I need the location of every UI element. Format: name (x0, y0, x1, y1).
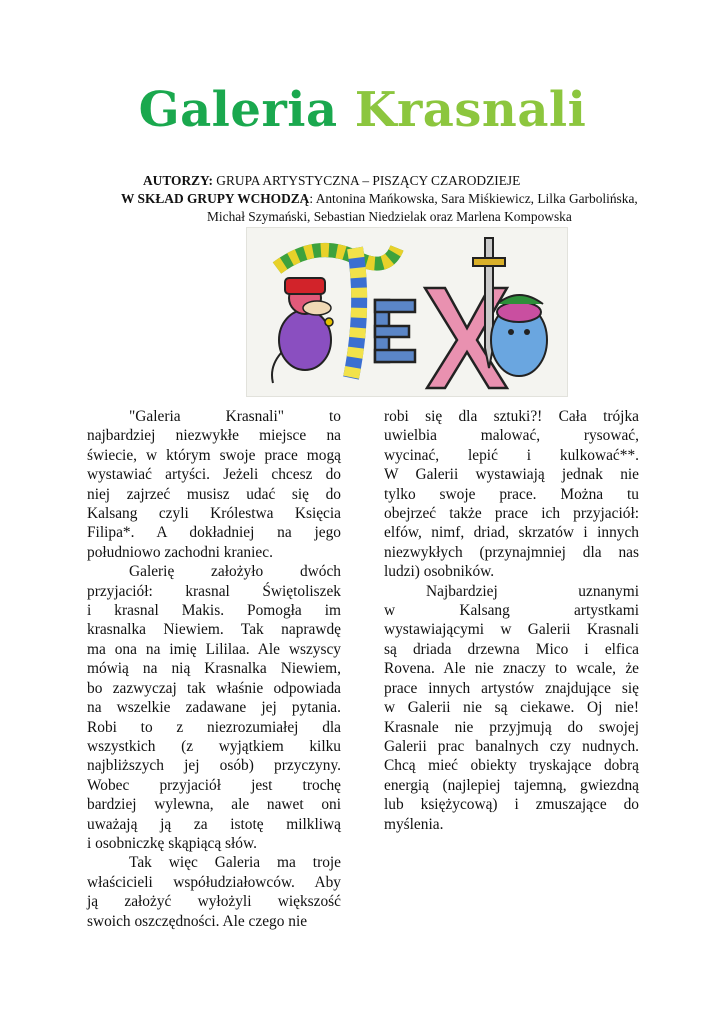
text-line: energią (najlepiej tajemną, gwiezdną (384, 776, 639, 794)
text-line: uwielbia malować, rysować, (384, 427, 639, 445)
text-line: niezwykłych (przynajmniej dla nas (384, 543, 639, 561)
text-line: bardziej wylewna, ale nawet oni (87, 796, 341, 814)
text-line: prace innych artystów znajdujące się (384, 679, 639, 697)
text-line: Tak więc Galeria ma troje (129, 854, 341, 872)
text-line: lub księżycową) i zmuszające do (384, 796, 639, 814)
text-line: krasnalka Niewiem. Tak naprawdę (87, 621, 341, 639)
text-line: świecie, w którym swoje prace mogą (87, 446, 341, 464)
text-line: przyjaciół: krasnal Świętoliszek (87, 582, 341, 600)
text-line: wszystkich (z wyjątkiem kilku (87, 737, 341, 755)
text-line: bo zazwyczaj tak właśnie odpowiada (87, 679, 341, 697)
text-line: robi się dla sztuki?! Cała trójka (384, 408, 639, 425)
text-line: i krasnal Makis. Pomogła im (87, 602, 341, 620)
text-line: obejrzeć także prace ich przyjaciół: (384, 505, 639, 523)
authors-value: GRUPA ARTYSTYCZNA – PISZĄCY CZARODZIEJE (212, 173, 521, 188)
members-label: W SKŁAD GRUPY WCHODZĄ (121, 191, 310, 206)
text-line: Krasnale nie przyjmują do swojej (384, 718, 639, 736)
text-line: w Kalsang artystkami (384, 602, 639, 620)
text-line: ma ona na imię Lililaa. Ale wszyscy (87, 640, 341, 658)
members-value-1: : Antonina Mańkowska, Sara Miśkiewicz, Lilka Garbolińska, (309, 191, 638, 206)
left-column (87, 407, 341, 931)
text-line: są driada drzewna Mico i elfica (384, 640, 639, 658)
text-line: Chcą mieć obiekty tryskające dobrą (384, 757, 639, 775)
authors-label: AUTORZY: (143, 173, 213, 188)
right-column (384, 407, 639, 834)
members-line-1 (121, 190, 638, 208)
text-line: wycinać, lepić i kulkować**. (384, 446, 639, 464)
text-line: Robi to z niezrozumiałej dla (87, 718, 341, 736)
text-line: uważają ją za istotę milkliwą (87, 815, 341, 833)
text-line: Kalsang czyli Królestwa Księcia (87, 505, 341, 523)
text-illustration-icon (247, 228, 567, 396)
text-line: mówią na nią Krasnalka Niewiem, (87, 660, 341, 678)
text-line: Rovena. Ale nie znaczy to wcale, że (384, 660, 639, 678)
text-line: ją założyć wyłożyli większość (87, 893, 341, 911)
text-line: w Galerii nie są ciekawe. Oj nie! (384, 699, 639, 717)
text-line: najbardziej niezwykłe miejsce na (87, 427, 341, 445)
text-line: wystawiającymi w Galerii Krasnali (384, 621, 639, 639)
title-word-1: Galeria (138, 82, 338, 138)
members-line-2: Michał Szymański, Sebastian Niedzielak oraz Marlena Kompowska (207, 209, 572, 224)
text-line: W Galerii wystawiają jednak nie (384, 466, 639, 484)
text-line: elfów, nimf, driad, skrzatów i innych (384, 524, 639, 542)
text-line: "Galeria Krasnali" to (129, 408, 341, 425)
text-line: właścicieli współudziałowców. Aby (87, 873, 341, 891)
text-line: i osobniczkę skąpiącą słów. (87, 834, 257, 852)
text-line: Galerii prac banalnych czy nudnych. (384, 737, 639, 755)
text-line: niej zajrzeć musisz udać się do (87, 485, 341, 503)
text-line: myślenia. (384, 815, 444, 833)
text-line: swoich oszczędności. Ale czego nie (87, 912, 308, 930)
text-line: południowo zachodni kraniec. (87, 543, 273, 561)
text-line: ludzi) osobników. (384, 563, 495, 581)
text-line: wystawiać artyści. Jeżeli chcesz do (87, 466, 341, 484)
text-illustration (246, 227, 568, 397)
authors-line-1 (143, 172, 520, 190)
page-title (0, 82, 725, 138)
text-line: tylko swoje prace. Można tu (384, 485, 639, 503)
text-line: na wszelkie zadawane jej pytania. (87, 699, 341, 717)
text-line: Najbardziej uznanymi (426, 582, 639, 600)
text-line: najbliższych jej osób) przyczyny. (87, 757, 341, 775)
text-line: Wobec przyjaciół jest trochę (87, 776, 341, 794)
text-line: Galerię założyło dwóch (129, 563, 341, 581)
title-word-2: Krasnali (354, 82, 587, 138)
text-line: Filipa*. A dokładniej na jego (87, 524, 341, 542)
